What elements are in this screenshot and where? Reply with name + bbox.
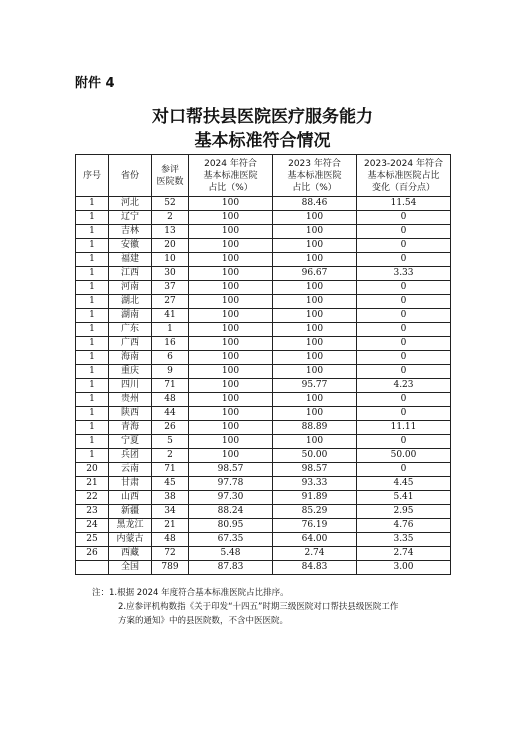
cell-province: 湖北 [109,295,152,309]
cell-2024-rate: 100 [189,421,273,435]
table-row [76,337,451,351]
cell-hospital-count: 16 [152,337,189,351]
cell-province: 贵州 [109,393,152,407]
footnote-1: 注：1.根据 2024 年度符合基本标准医院占比排序。 [92,588,289,598]
header-hospital-count-line1: 参评 [160,164,179,175]
footnote-2: 2.应参评机构数指《关于印发“十四五”时期三级医院对口帮扶县级医院工作 [118,602,399,612]
cell-2024-rate: 100 [189,197,273,211]
cell-2024-rate: 100 [189,379,273,393]
cell-2023-rate: 100 [273,351,357,365]
cell-2023-rate: 93.33 [273,477,357,491]
cell-hospital-count: 38 [152,491,189,505]
cell-hospital-count: 13 [152,225,189,239]
cell-2024-rate: 98.57 [189,463,273,477]
table-row [76,463,451,477]
header-2024-line3: 占比（%） [208,182,253,193]
cell-province: 宁夏 [109,435,152,449]
cell-province: 青海 [109,421,152,435]
cell-hospital-count: 2 [152,211,189,225]
cell-hospital-count: 34 [152,505,189,519]
cell-change: 0 [357,211,451,225]
table-row [76,477,451,491]
cell-index: 1 [76,365,109,379]
cell-2024-rate: 100 [189,393,273,407]
cell-2023-rate: 88.89 [273,421,357,435]
cell-province: 内蒙古 [109,533,152,547]
cell-2024-rate: 100 [189,225,273,239]
cell-2024-rate: 100 [189,449,273,463]
cell-change: 3.33 [357,267,451,281]
cell-change: 0 [357,295,451,309]
cell-hospital-count: 26 [152,421,189,435]
cell-change: 0 [357,393,451,407]
table-row [76,533,451,547]
table-row [76,365,451,379]
cell-2023-rate: 100 [273,225,357,239]
cell-province: 重庆 [109,365,152,379]
header-change-line1: 2023-2024 年符合 [364,158,443,169]
cell-index: 1 [76,421,109,435]
cell-change: 0 [357,323,451,337]
cell-2023-rate: 100 [273,337,357,351]
cell-province: 辽宁 [109,211,152,225]
table-row [76,421,451,435]
cell-hospital-count: 5 [152,435,189,449]
cell-2023-rate: 100 [273,253,357,267]
cell-province: 全国 [109,561,152,575]
cell-change: 50.00 [357,449,451,463]
cell-2024-rate: 97.78 [189,477,273,491]
cell-change: 2.74 [357,547,451,561]
table-body [76,197,451,575]
cell-index [76,561,109,575]
table-row [76,379,451,393]
cell-2023-rate: 100 [273,393,357,407]
table-row [76,295,451,309]
cell-hospital-count: 48 [152,393,189,407]
table-row [76,211,451,225]
attachment-label: 附件 4 [75,76,115,91]
cell-change: 4.76 [357,519,451,533]
table-row [76,519,451,533]
table-row [76,407,451,421]
cell-hospital-count: 20 [152,239,189,253]
document-title-line1: 对口帮扶县医院医疗服务能力 [152,107,373,127]
table-row [76,253,451,267]
cell-province: 新疆 [109,505,152,519]
cell-2023-rate: 88.46 [273,197,357,211]
cell-province: 兵团 [109,449,152,463]
cell-2024-rate: 100 [189,407,273,421]
cell-province: 广西 [109,337,152,351]
cell-hospital-count: 30 [152,267,189,281]
cell-hospital-count: 9 [152,365,189,379]
cell-index: 1 [76,211,109,225]
cell-hospital-count: 45 [152,477,189,491]
cell-2023-rate: 100 [273,309,357,323]
cell-2023-rate: 50.00 [273,449,357,463]
table-row [76,393,451,407]
cell-hospital-count: 10 [152,253,189,267]
header-change-line2: 基本标准医院占比 [367,170,440,181]
cell-change: 0 [357,281,451,295]
cell-2023-rate: 100 [273,211,357,225]
cell-index: 22 [76,491,109,505]
cell-change: 5.41 [357,491,451,505]
cell-2023-rate: 76.19 [273,519,357,533]
table-row [76,309,451,323]
cell-change: 0 [357,309,451,323]
cell-index: 23 [76,505,109,519]
cell-index: 1 [76,309,109,323]
cell-2024-rate: 67.35 [189,533,273,547]
cell-province: 黑龙江 [109,519,152,533]
footnotes [92,586,452,628]
cell-change: 4.23 [357,379,451,393]
footnote-2-continued: 方案的通知》中的县医院数，不含中医医院。 [118,616,289,626]
table-row [76,225,451,239]
cell-2024-rate: 80.95 [189,519,273,533]
cell-hospital-count: 72 [152,547,189,561]
cell-province: 甘肃 [109,477,152,491]
cell-index: 1 [76,225,109,239]
cell-hospital-count: 44 [152,407,189,421]
header-2024-line2: 基本标准医院 [203,170,258,181]
cell-2024-rate: 100 [189,365,273,379]
header-change-line3: 变化（百分点） [371,182,435,193]
cell-change: 2.95 [357,505,451,519]
header-2024-line1: 2024 年符合 [204,158,257,169]
document-title-line2: 基本标准符合情况 [194,131,331,151]
cell-index: 1 [76,393,109,407]
cell-2024-rate: 100 [189,211,273,225]
cell-index: 20 [76,463,109,477]
cell-2023-rate: 100 [273,281,357,295]
cell-2023-rate: 91.89 [273,491,357,505]
table-row [76,547,451,561]
cell-2023-rate: 64.00 [273,533,357,547]
header-2023-rate [273,155,357,197]
cell-hospital-count: 41 [152,309,189,323]
cell-index: 1 [76,337,109,351]
cell-hospital-count: 2 [152,449,189,463]
cell-index: 1 [76,253,109,267]
cell-change: 11.11 [357,421,451,435]
table-row [76,449,451,463]
cell-2024-rate: 88.24 [189,505,273,519]
header-change [357,155,451,197]
cell-2023-rate: 84.83 [273,561,357,575]
cell-hospital-count: 48 [152,533,189,547]
cell-index: 1 [76,323,109,337]
table-row [76,281,451,295]
cell-2023-rate: 98.57 [273,463,357,477]
cell-province: 海南 [109,351,152,365]
cell-index: 26 [76,547,109,561]
table-row [76,239,451,253]
cell-index: 1 [76,449,109,463]
cell-hospital-count: 52 [152,197,189,211]
cell-2023-rate: 100 [273,407,357,421]
cell-index: 25 [76,533,109,547]
cell-index: 1 [76,295,109,309]
cell-province: 河北 [109,197,152,211]
compliance-table [75,154,451,575]
cell-2024-rate: 100 [189,267,273,281]
table-row [76,323,451,337]
cell-2024-rate: 5.48 [189,547,273,561]
cell-2024-rate: 87.83 [189,561,273,575]
cell-2024-rate: 100 [189,309,273,323]
cell-hospital-count: 21 [152,519,189,533]
header-province: 省份 [109,155,152,197]
cell-index: 1 [76,351,109,365]
cell-province: 福建 [109,253,152,267]
cell-index: 1 [76,281,109,295]
cell-2024-rate: 100 [189,323,273,337]
header-hospital-count-line2: 医院数 [156,176,184,187]
cell-2024-rate: 97.30 [189,491,273,505]
cell-change: 0 [357,225,451,239]
cell-change: 0 [357,337,451,351]
cell-change: 11.54 [357,197,451,211]
cell-hospital-count: 6 [152,351,189,365]
header-index: 序号 [76,155,109,197]
header-2023-line2: 基本标准医院 [287,170,342,181]
cell-province: 西藏 [109,547,152,561]
cell-change: 0 [357,351,451,365]
cell-2023-rate: 95.77 [273,379,357,393]
cell-province: 云南 [109,463,152,477]
table-row-national-total [76,561,451,575]
table-row [76,351,451,365]
cell-change: 0 [357,463,451,477]
table-row [76,491,451,505]
table-row [76,197,451,211]
cell-2024-rate: 100 [189,295,273,309]
cell-hospital-count: 71 [152,379,189,393]
header-2024-rate [189,155,273,197]
cell-province: 山西 [109,491,152,505]
cell-hospital-count: 789 [152,561,189,575]
header-2023-line3: 占比（%） [292,182,337,193]
cell-index: 1 [76,267,109,281]
header-hospital-count [152,155,189,197]
cell-change: 0 [357,365,451,379]
cell-province: 四川 [109,379,152,393]
cell-province: 河南 [109,281,152,295]
cell-index: 1 [76,435,109,449]
cell-2023-rate: 100 [273,239,357,253]
table-row [76,505,451,519]
cell-2024-rate: 100 [189,253,273,267]
cell-province: 陕西 [109,407,152,421]
cell-change: 4.45 [357,477,451,491]
table-row [76,267,451,281]
cell-2024-rate: 100 [189,281,273,295]
cell-hospital-count: 27 [152,295,189,309]
cell-province: 吉林 [109,225,152,239]
cell-change: 3.00 [357,561,451,575]
cell-hospital-count: 71 [152,463,189,477]
cell-change: 0 [357,407,451,421]
cell-2023-rate: 100 [273,365,357,379]
cell-2024-rate: 100 [189,239,273,253]
cell-2023-rate: 96.67 [273,267,357,281]
cell-change: 0 [357,239,451,253]
cell-index: 1 [76,239,109,253]
cell-2023-rate: 2.74 [273,547,357,561]
cell-2023-rate: 85.29 [273,505,357,519]
cell-hospital-count: 37 [152,281,189,295]
cell-index: 1 [76,407,109,421]
cell-2023-rate: 100 [273,323,357,337]
cell-change: 0 [357,253,451,267]
cell-index: 24 [76,519,109,533]
cell-province: 江西 [109,267,152,281]
table-header-row [76,155,451,197]
cell-2023-rate: 100 [273,295,357,309]
header-2023-line1: 2023 年符合 [288,158,341,169]
cell-index: 1 [76,197,109,211]
cell-change: 0 [357,435,451,449]
cell-province: 广东 [109,323,152,337]
cell-index: 1 [76,379,109,393]
cell-change: 3.35 [357,533,451,547]
cell-province: 安徽 [109,239,152,253]
cell-index: 21 [76,477,109,491]
cell-2023-rate: 100 [273,435,357,449]
cell-hospital-count: 1 [152,323,189,337]
cell-2024-rate: 100 [189,337,273,351]
cell-2024-rate: 100 [189,351,273,365]
table-row [76,435,451,449]
cell-province: 湖南 [109,309,152,323]
cell-2024-rate: 100 [189,435,273,449]
